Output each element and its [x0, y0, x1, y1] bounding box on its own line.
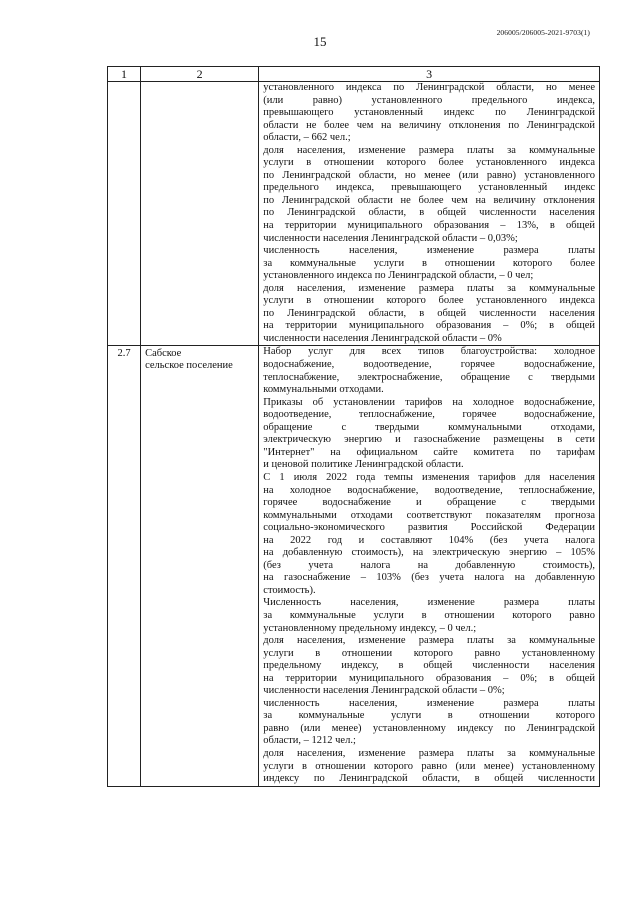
text-line: предельного индекса, превышающего установленный индекс	[263, 182, 595, 194]
text-line: установленному предельному индексу, – 0 чел.;	[263, 622, 477, 634]
document-code: 206005/206005-2021-9703(1)	[496, 28, 590, 37]
text-line: коммунальными отходами соответствуют показателям прогноза	[263, 509, 595, 521]
text-line: численности населения Ленинградской области – 0%;	[263, 685, 505, 697]
text-line: доля населения, изменение размера платы за коммунальные	[263, 282, 595, 294]
text-line: Численность населения, изменение размера платы	[263, 597, 595, 609]
text-line: услуги в отношении которого равно (или менее) установленному	[263, 760, 595, 772]
text-line: Набор услуг для всех типов благоустройства: холодное	[263, 346, 595, 358]
text-line: на газоснабжение – 103% (без учета налога на добавленную	[263, 572, 595, 584]
table-row-2-7	[108, 346, 600, 786]
page-number: 15	[313, 34, 327, 49]
text-line: водоснабжение, водоотведение, горячее водоснабжение,	[263, 359, 595, 371]
text-line: электрическую энергию и газоснабжение размещены в сети	[263, 434, 595, 446]
row-number-cell: 2.7	[108, 346, 141, 786]
text-line: за коммунальные услуги в отношении которого равно	[263, 609, 595, 621]
row-description-cell	[259, 346, 600, 786]
table-header-row	[108, 67, 600, 82]
text-line: доля населения, изменение размера платы за коммунальные	[263, 747, 595, 759]
text-line: установленного индекса по Ленинградской области, – 0 чел;	[263, 270, 534, 282]
text-line: превышающего установленный индекс по Ленинградской	[263, 107, 595, 119]
text-line: С 1 июля 2022 года темпы изменения тарифов для населения	[263, 471, 595, 483]
column-header-3: 3	[259, 67, 600, 82]
text-line: Приказы об установлении тарифов на холодное водоснабжение,	[263, 396, 595, 408]
text-line: доля населения, изменение размера платы за коммунальные	[263, 144, 595, 156]
text-line: области, – 662 чел.;	[263, 132, 351, 144]
text-line: на территории муниципального образования – 13%, в общей	[263, 220, 595, 232]
row-description-cell	[259, 82, 600, 346]
text-line: коммунальными отходами.	[263, 384, 384, 396]
settlement-name-line-1: Сабское	[145, 348, 182, 360]
text-line: стоимость).	[263, 584, 316, 596]
description-text	[263, 346, 595, 785]
text-line: услуги в отношении которого равно установленному	[263, 647, 595, 659]
row-name-cell	[141, 82, 259, 346]
text-line: за коммунальные услуги в отношении которого более	[263, 257, 595, 269]
document-table	[107, 66, 600, 787]
text-line: услуги в отношении которого более установленного индекса	[263, 295, 595, 307]
text-line: и ценовой политике Ленинградской области.	[263, 459, 464, 471]
text-line: численности населения Ленинградской области – 0%	[263, 332, 502, 344]
text-line: по Ленинградской области не более чем на величину отклонения	[263, 194, 595, 206]
text-line: водоотведение, теплоснабжение, горячее водоснабжение,	[263, 409, 595, 421]
column-header-2: 2	[141, 67, 259, 82]
column-header-1: 1	[108, 67, 141, 82]
text-line: на территории муниципального образования – 0%; в общей	[263, 672, 595, 684]
text-line: по Ленинградской области, в общей численности населения	[263, 307, 595, 319]
text-line: горячее водоснабжение и обращение с твердыми	[263, 497, 595, 509]
text-line: установленного индекса по Ленинградской области, но менее	[263, 82, 595, 93]
text-line: социально-экономического развития Российской Федерации	[263, 522, 595, 534]
text-line: обращение с твердыми коммунальными отходами,	[263, 421, 595, 433]
text-line: "Интернет" на официальном сайте комитета по тарифам	[263, 446, 595, 458]
text-line: индексу по Ленинградской области, в общей численности	[263, 773, 595, 785]
text-line: предельному индексу, в общей численности населения	[263, 660, 595, 672]
row-number-cell	[108, 82, 141, 346]
text-line: равно (или менее) установленному индексу по Ленинградской	[263, 722, 595, 734]
text-line: на холодное водоснабжение, водоотведение, теплоснабжение,	[263, 484, 595, 496]
settlement-name-line-2: сельское поселение	[145, 360, 233, 372]
text-line: на территории муниципального образования – 0%; в общей	[263, 320, 595, 332]
text-line: на добавленную стоимость), на электрическую энергию – 105%	[263, 547, 595, 559]
description-text	[263, 82, 595, 345]
text-line: по Ленинградской области, но менее (или равно) установленного	[263, 169, 595, 181]
row-name-cell	[141, 346, 259, 786]
text-line: численность населения, изменение размера платы	[263, 245, 595, 257]
table-row-continuation	[108, 82, 600, 346]
text-line: за коммунальные услуги в отношении которого	[263, 710, 595, 722]
text-line: теплоснабжение, электроснабжение, обращение с твердыми	[263, 371, 595, 383]
text-line: по Ленинградской области, в общей численности населения	[263, 207, 595, 219]
text-line: доля населения, изменение размера платы за коммунальные	[263, 635, 595, 647]
text-line: области не более чем на величину отклонения по Ленинградской	[263, 119, 595, 131]
text-line: услуги в отношении которого более установленного индекса	[263, 157, 595, 169]
text-line: (без учета налога на добавленную стоимость),	[263, 559, 595, 571]
text-line: (или равно) установленного предельного индекса,	[263, 94, 595, 106]
text-line: на 2022 год и составляют 104% (без учета налога	[263, 534, 595, 546]
text-line: области, – 1212 чел.;	[263, 735, 356, 747]
text-line: численности населения Ленинградской области – 0,03%;	[263, 232, 518, 244]
text-line: численность населения, изменение размера платы	[263, 697, 595, 709]
